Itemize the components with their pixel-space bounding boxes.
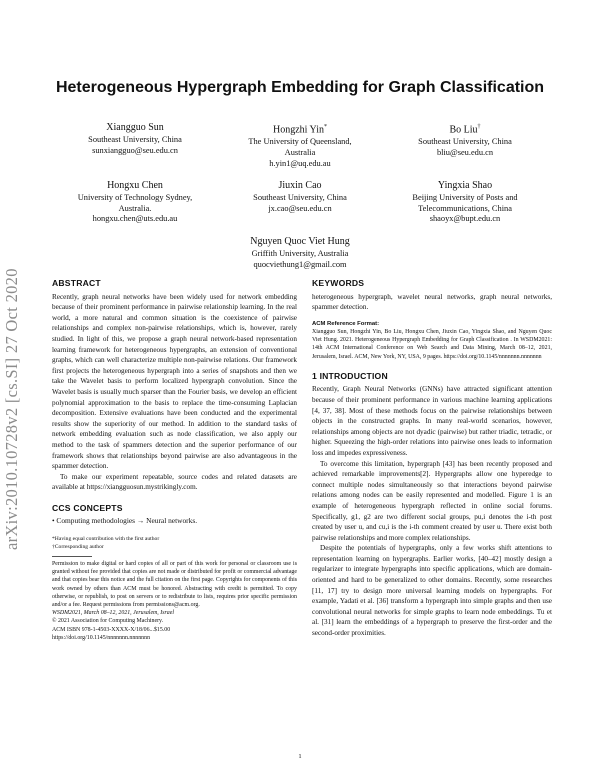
ccs-heading: CCS CONCEPTS [52, 502, 123, 513]
author-affiliation: The University of Queensland, [248, 137, 352, 147]
author-block-1 [50, 121, 220, 156]
ccs-concepts: • Computing methodologies → Neural networks. [52, 516, 198, 526]
author-name: Hongxu Chen [107, 180, 163, 191]
author-affiliation: Southeast University, China [253, 193, 347, 202]
author-affiliation-2: Australia [284, 147, 316, 157]
acm-reference-text: Xiangguo Sun, Hongzhi Yin, Bo Liu, Hongxu Chen, Jiuxin Cao, Yingxia Shao, and Nguyen Quoc Viet Hung. 2021. Heterogeneous Hypergraph Embedding for Graph Classification . In WSDM2021: 14th ACM International Conference on Web Search and Data Mining, March 08–12, 2021, Jerusalem, Israel. ACM, New York, NY, USA, 9 pages. https://doi.org/10.1145/nnnnnnn.nnnnnnn [312, 328, 552, 360]
abstract-heading: ABSTRACT [52, 278, 101, 288]
author-email: shaoyx@bupt.edu.cn [429, 214, 501, 224]
venue-line: WSDM2021, March 08–12, 2021, Jerusalem, Israel [52, 610, 174, 617]
introduction-paragraph-2: To overcome this limitation, hypergraph [43] has been recently proposed and achieved remarkable improvements[2]. Hypergraphs allow one hyperedge to connect multiple nodes simultaneously so that interactions beyond pairwise relations among nodes can be easily represented and modelled. Figure 1 is an example of heterogeneous hypergraph reflected in online social forums. Specifically, g1, g2 are two different social groups, pu,i denotes the i-th post created by user u, and cu,i is the i-th comment created by user u. There exist both pairwise relationships and more complex relationships. [312, 459, 552, 542]
author-affiliation: Beijing University of Posts and [412, 193, 518, 202]
author-footnote-mark: † [477, 124, 481, 130]
author-affiliation-2: Telecommunications, China [418, 203, 512, 213]
author-name: Hongzhi Yin [272, 124, 324, 136]
author-affiliation: University of Technology Sydney, [77, 193, 193, 202]
author-block-4 [50, 179, 220, 225]
author-footnote-mark: * [324, 124, 327, 130]
introduction-heading: 1 INTRODUCTION [312, 370, 388, 381]
footnote-corresponding-author: †Corresponding author [52, 544, 104, 551]
introduction-paragraph-3: Despite the potentials of hypergraphs, only a few works shift attentions to representation learning on hypergraphs. Earlier works, [40–42] mostly design a regularizer to integrate hypergraphs into specific applications, which are domain-oriented and hard to be generalized to other domains. Recently, some researches [11, 17] try to design more universal learning models on hypergraphs. For example, Yadati et al. [36] transform a hypergraph into simple graphs and then use convolutional neural networks for simple graphs to learn node embeddings. Tu et al. [31] learn the embeddings of a hypergraph to preserve the first-order and the second-order proximities. [312, 544, 552, 638]
author-email: quocviethung1@gmail.com [253, 259, 347, 269]
author-block-5 [215, 179, 385, 214]
right-column [312, 278, 552, 639]
abstract-paragraph-2: To make our experiment repeatable, source codes and related datasets are available at https://xiangguosun.mystrikingly.com. [52, 472, 297, 492]
author-block-3 [380, 121, 550, 159]
author-email: bliu@seu.edu.cn [436, 147, 494, 157]
abstract-paragraph-1: Recently, graph neural networks have been widely used for network embedding because of their prominent performance in pairwise relationship learning. In the real world, a more natural and common situation is the coexistence of pairwise relationships and complex non-pairwise relationships, which is, however, rarely studied. In light of this, we propose a graph neural network-based representation learning framework for heterogeneous hypergraphs, an extension of conventional graphs, which can well characterize multiple non-pairwise relations. Our framework first projects the heterogeneous hypergraph into a series of snapshots and then we take the Wavelet basis to perform localized hypergraph convolution. Since the Wavelet basis is usually much sparser than the Fourier basis, we develop an efficient polynomial approximation to the basis to replace the time-consuming Laplacian decomposition. Extensive evaluations have been conducted and the experimental results show the superiority of our method. In addition to the standard tasks of network embedding evaluation such as node classification, we also apply our method to the task of spammers detection and the superior performance of our framework shows that relationships beyond pairwise are also advantageous in the spammer detection. [52, 292, 297, 471]
permission-notice: Permission to make digital or hard copies of all or part of this work for personal or classroom use is granted without fee provided that copies are not made or distributed for profit or commercial advantage and that copies bear this notice and the full citation on the first page. Copyrights for components of this work owned by others than ACM must be honored. Abstracting with credit is permitted. To copy otherwise, or republish, to post on servers or to redistribute to lists, requires prior specific permission and/or a fee. Request permissions from permissions@acm.org. [52, 561, 297, 609]
keywords-text: heterogeneous hypergraph, wavelet neural networks, graph neural networks, spammer detection. [312, 292, 552, 312]
author-email: hongxu.chen@uts.edu.au [92, 214, 178, 224]
author-block-2 [215, 121, 385, 169]
author-email: sunxiangguo@seu.edu.cn [92, 145, 178, 155]
page-number: 1 [298, 753, 302, 760]
author-affiliation: Griffith University, Australia [251, 249, 349, 258]
author-name: Nguyen Quoc Viet Hung [250, 236, 350, 247]
doi-line[interactable]: https://doi.org/10.1145/nnnnnnn.nnnnnnn [52, 634, 151, 641]
footnote-equal-contribution: *Having equal contribution with the first author [52, 536, 160, 543]
author-block-6 [380, 179, 550, 225]
author-name: Xiangguo Sun [106, 122, 164, 133]
footnote-divider [52, 556, 92, 557]
author-block-7 [215, 235, 385, 270]
paper-title: Heterogeneous Hypergraph Embedding for Graph Classification [55, 79, 545, 96]
left-column [52, 278, 297, 642]
isbn-line: ACM ISBN 978-1-4503-XXXX-X/18/06...$15.00 [52, 626, 171, 633]
author-affiliation: Southeast University, China [88, 135, 182, 144]
author-email: h.yin1@uq.edu.au [269, 158, 331, 168]
author-affiliation-2: Australia. [118, 203, 152, 213]
author-affiliation: Southeast University, China [418, 137, 512, 147]
introduction-paragraph-1: Recently, Graph Neural Networks (GNNs) have attracted significant attention because of their prominent performance in various machine learning applications [4, 37, 38]. Most of these methods focus on the pairwise relationships between objects in the constructed graphs. In many real-world scenarios, however, relationships among objects are not dyadic (pairwise) but rather triadic, tetradic, or higher. Squeezing the high-order relations into pairwise ones leads to information loss and impedes expressiveness. [312, 385, 552, 457]
arxiv-identifier: arXiv:2010.10728v2 [cs.SI] 27 Oct 2020 [2, 268, 21, 550]
author-name: Yingxia Shao [437, 180, 493, 191]
author-email: jx.cao@seu.edu.cn [268, 203, 332, 213]
author-name: Bo Liu [449, 124, 478, 136]
copyright-line: © 2021 Association for Computing Machinery. [52, 618, 164, 625]
keywords-heading: KEYWORDS [312, 278, 365, 288]
acm-reference-heading: ACM Reference Format: [312, 320, 380, 327]
author-name: Jiuxin Cao [278, 180, 322, 191]
